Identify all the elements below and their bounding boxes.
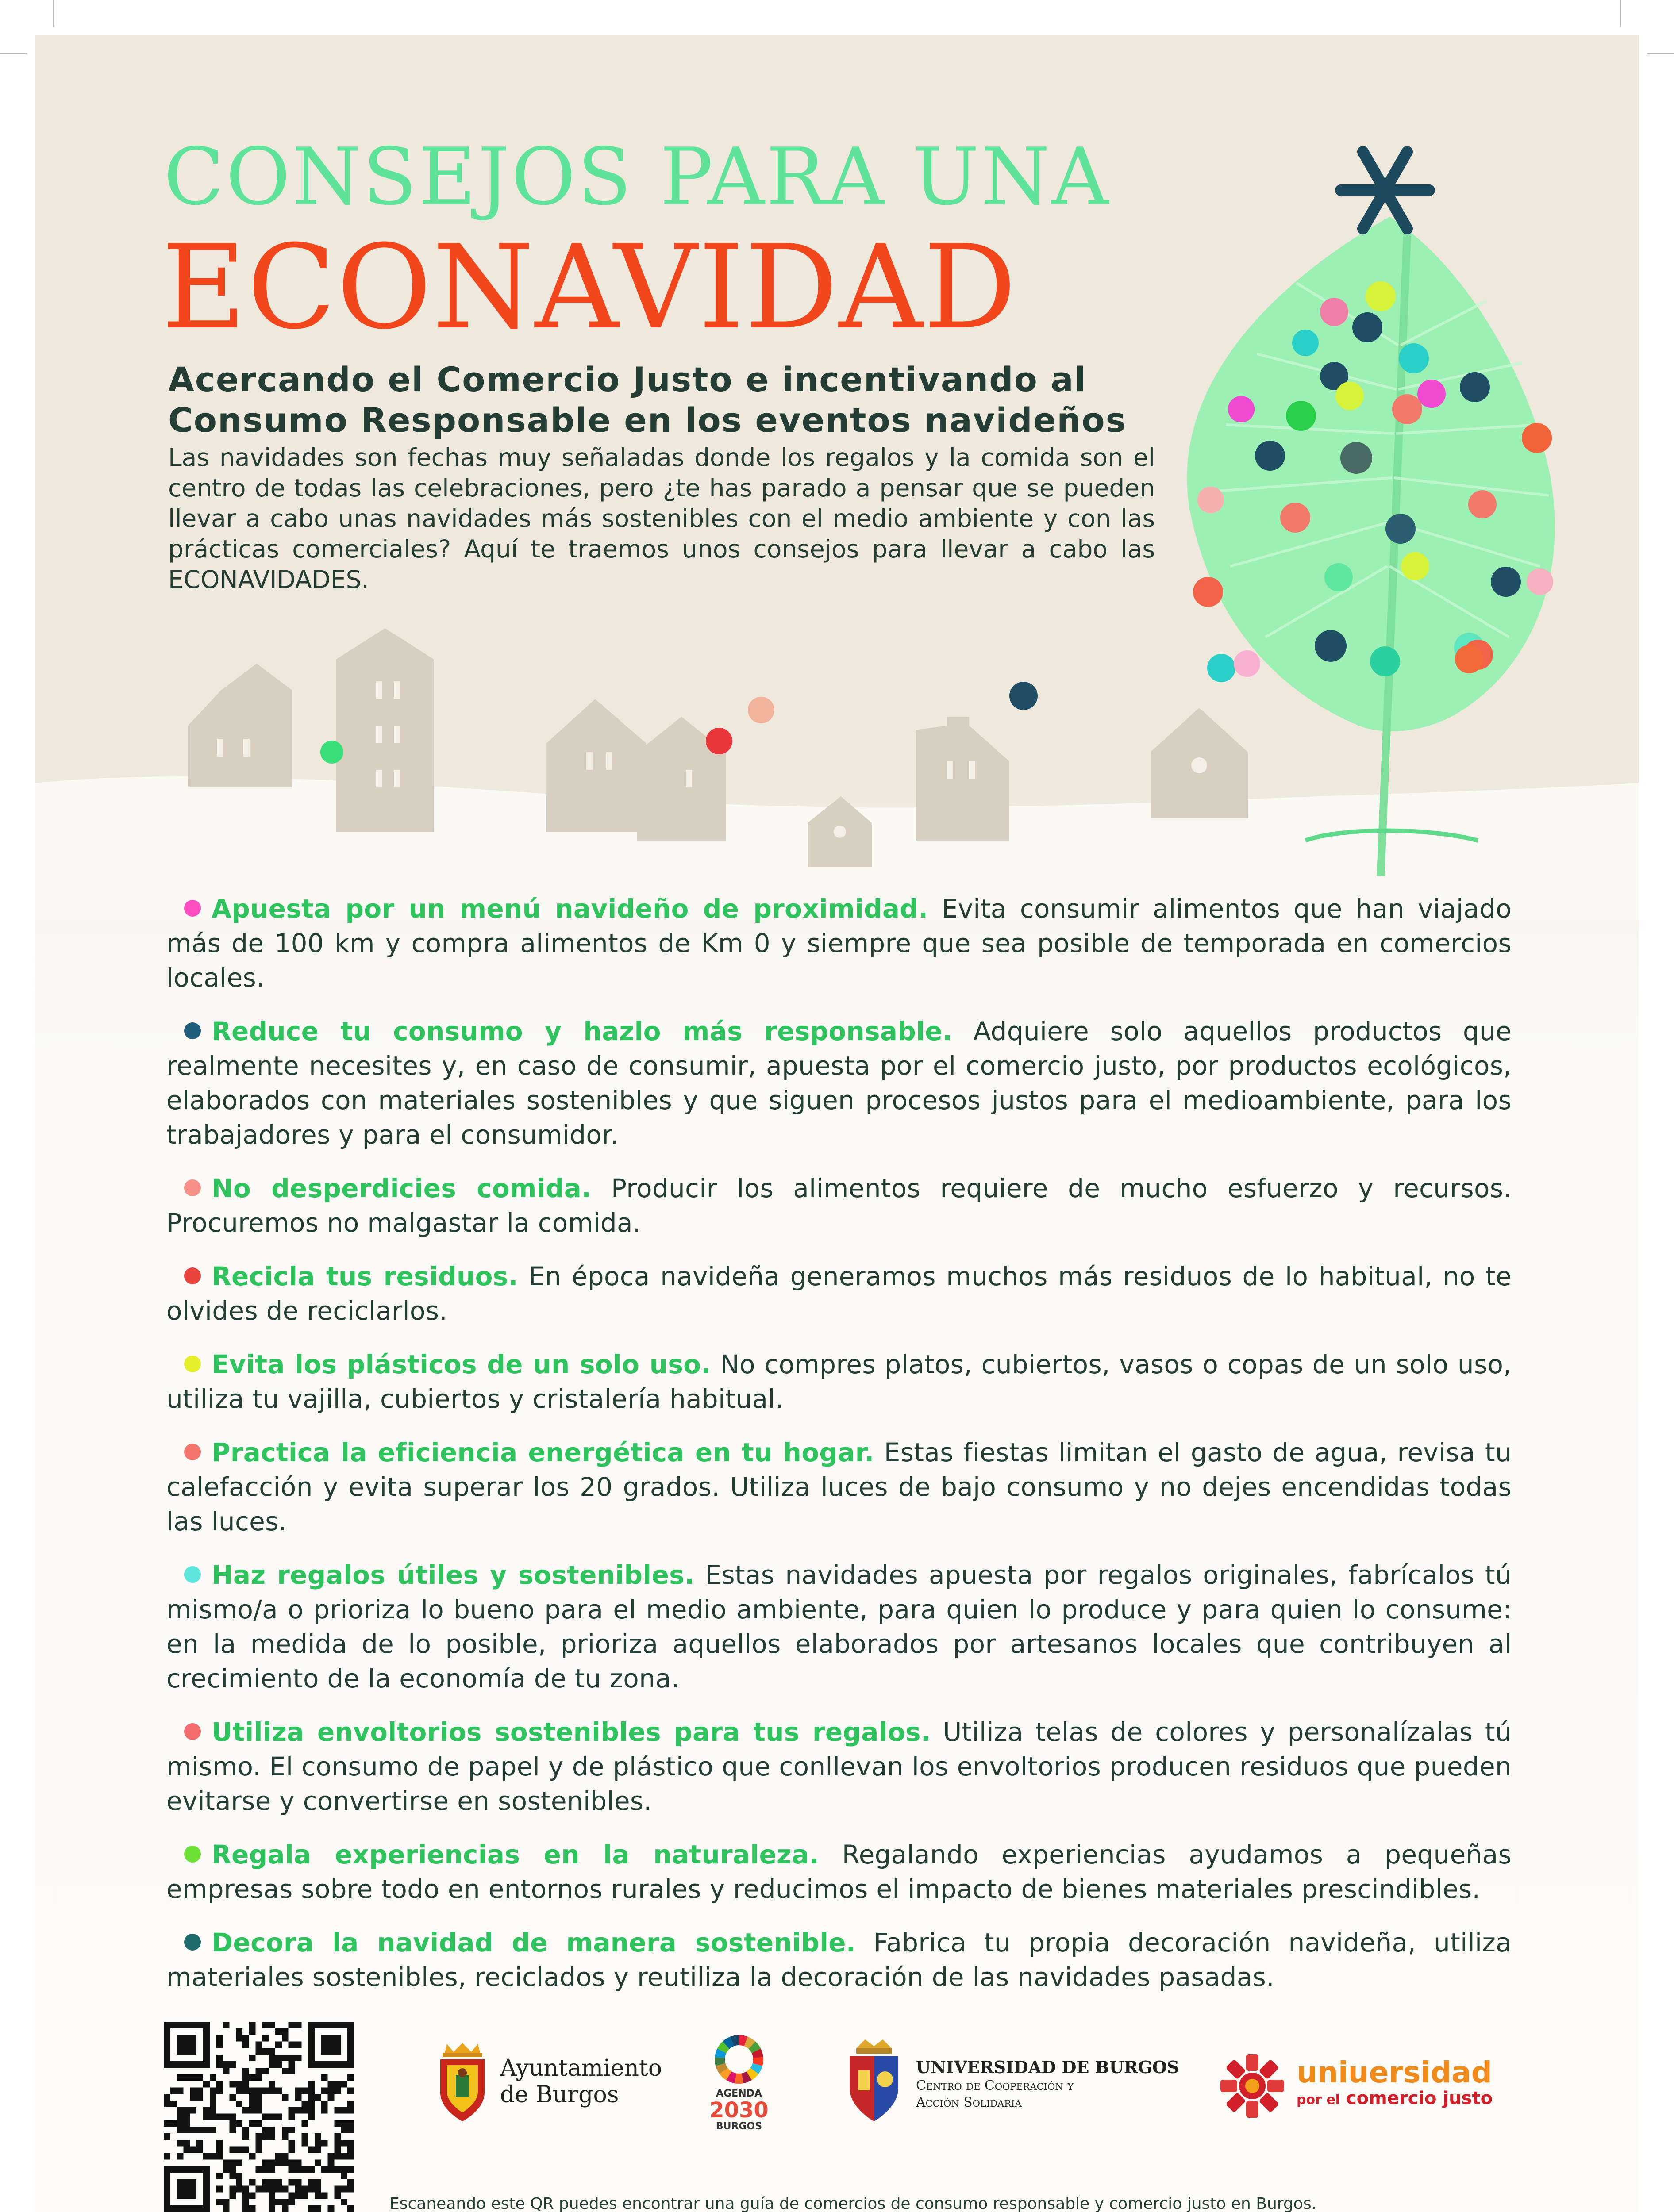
tip-text: Fabrica tu propia decoración navideña, utiliza materiales sostenibles, reciclados y reutiliza la decoración de las navidades pasadas. bbox=[166, 1928, 1512, 1992]
intro-paragraph: Las navidades son fechas muy señaladas donde los regalos y la comida son el centro de todas las celebraciones, pero ¿te has parado a pensar que se pueden llevar a cabo unas navidades más sostenibles con el medio ambiente y con las prácticas comerciales? Aquí te traemos unos consejos para llevar a cabo las ECONAVIDADES. bbox=[168, 443, 1155, 594]
tip-item bbox=[166, 1435, 1512, 1539]
ayuntamiento-logo-text bbox=[500, 2055, 662, 2108]
agenda-line-3: BURGOS bbox=[716, 2121, 762, 2132]
ucj-line-1: uniuersidad bbox=[1297, 2055, 1492, 2089]
bullet-dot bbox=[184, 1444, 201, 1460]
house bbox=[916, 717, 1009, 841]
house bbox=[188, 664, 292, 787]
ubu-line-2: Centro de Cooperación y bbox=[916, 2078, 1074, 2093]
tip-title: Reduce tu consumo y hazlo más responsable. bbox=[212, 1016, 953, 1046]
bullet-dot bbox=[184, 1356, 201, 1372]
tip-item bbox=[166, 1014, 1512, 1152]
tower-house bbox=[336, 628, 434, 832]
star-icon bbox=[1341, 152, 1429, 229]
tip-item bbox=[166, 1558, 1512, 1696]
crop-mark bbox=[1647, 53, 1674, 54]
tip-item bbox=[166, 1171, 1512, 1240]
tip-text: Regalando experiencias ayudamos a pequeñas empresas sobre todo en entornos rurales y reducimos el impacto de bienes materiales prescindibles. bbox=[166, 1839, 1512, 1904]
tip-title: Apuesta por un menú navideño de proximidad. bbox=[212, 894, 928, 924]
tip-item bbox=[166, 1925, 1512, 1994]
tips-list bbox=[166, 891, 1512, 2013]
tip-item bbox=[166, 1715, 1512, 1818]
ubu-line-3: Acción Solidaria bbox=[916, 2095, 1022, 2110]
tip-text: Estas fiestas limitan el gasto de agua, revisa tu calefacción y evita superar los 20 grados. Utiliza luces de bajo consumo y no dejes encendidas todas las luces. bbox=[166, 1437, 1512, 1536]
tip-text: Evita consumir alimentos que han viajado más de 100 km y compra alimentos de Km 0 y siempre que sea posible de temporada en comercios locales. bbox=[166, 894, 1512, 993]
ucj-line-2b: comercio justo bbox=[1346, 2088, 1493, 2108]
bullet-dot bbox=[184, 1022, 201, 1039]
tip-item bbox=[166, 1347, 1512, 1416]
ornament bbox=[1009, 682, 1038, 710]
tip-title: Utiliza envoltorios sostenibles para tus regalos. bbox=[212, 1717, 931, 1747]
bullet-dot bbox=[184, 900, 201, 917]
subtitle-line-1: Acercando el Comercio Justo e incentivando al bbox=[168, 360, 1087, 399]
tip-title: Regala experiencias en la naturaleza. bbox=[212, 1839, 819, 1870]
tip-title: Recicla tus residuos. bbox=[212, 1261, 518, 1291]
subtitle-line-2: Consumo Responsable en los eventos navideños bbox=[168, 400, 1127, 440]
tip-text: Estas navidades apuesta por regalos originales, fabrícalos tú mismo/a o prioriza lo bueno para el medio ambiente, para quien lo produce y para quien lo consume: en la medida de lo posible, prioriza aquellos elaborados por artesanos locales que contribuyen al crecimiento de la economía de tu zona. bbox=[166, 1560, 1512, 1694]
ayuntamiento-line-1: Ayuntamiento bbox=[500, 2055, 662, 2081]
ayuntamiento-line-2: de Burgos bbox=[500, 2081, 619, 2108]
bullet-dot bbox=[184, 1846, 201, 1863]
title-line-1: CONSEJOS PARA UNA bbox=[164, 131, 1110, 223]
crop-mark bbox=[0, 53, 27, 54]
tip-item bbox=[166, 891, 1512, 995]
agenda-line-2: 2030 bbox=[709, 2098, 769, 2123]
crop-mark bbox=[1620, 0, 1621, 27]
ucj-line-2 bbox=[1297, 2088, 1493, 2110]
comercio-justo-sun-icon bbox=[1217, 2051, 1288, 2121]
subtitle bbox=[168, 359, 1168, 441]
ornament bbox=[320, 741, 343, 764]
tip-title: Haz regalos útiles y sostenibles. bbox=[212, 1560, 695, 1590]
comercio-justo-logo-text bbox=[1297, 2057, 1493, 2110]
bullet-dot bbox=[184, 1934, 201, 1951]
qr-code[interactable] bbox=[164, 2022, 354, 2212]
tip-title: Decora la navidad de manera sostenible. bbox=[212, 1928, 856, 1958]
tip-text: Utiliza telas de colores y personalízalas tú mismo. El consumo de papel y de plástico que conllevan los envoltorios producen residuos que pueden evitarse y convertirse en sostenibles. bbox=[166, 1717, 1512, 1816]
tip-text: En época navideña generamos muchos más residuos de lo habitual, no te olvides de reciclarlos. bbox=[166, 1261, 1512, 1326]
tip-text: Adquiere solo aquellos productos que realmente necesites y, en caso de consumir, apuesta por el comercio justo, por productos ecológicos, elaborados con materiales sostenibles y que siguen procesos justos para el medioambiente, para los trabajadores y para el consumidor. bbox=[166, 1016, 1512, 1150]
bullet-dot bbox=[184, 1723, 201, 1740]
agenda-line-1: AGENDA bbox=[716, 2088, 762, 2099]
ubu-line-1: UNIVERSIDAD DE BURGOS bbox=[916, 2057, 1179, 2077]
tip-title: No desperdicies comida. bbox=[212, 1173, 592, 1203]
tip-title: Practica la eficiencia energética en tu hogar. bbox=[212, 1437, 874, 1467]
ubu-logo-text bbox=[916, 2057, 1179, 2111]
title-line-2: ECONAVIDAD bbox=[162, 220, 1017, 355]
bullet-dot bbox=[184, 1267, 201, 1284]
ubu-coat-of-arms-icon bbox=[841, 2035, 907, 2124]
poster bbox=[35, 35, 1639, 2212]
bullet-dot bbox=[184, 1179, 201, 1196]
crop-mark bbox=[53, 0, 54, 27]
burgos-coat-of-arms-icon bbox=[434, 2039, 491, 2124]
tip-title: Evita los plásticos de un solo uso. bbox=[212, 1349, 711, 1379]
agenda-2030-wheel-icon bbox=[712, 2033, 766, 2086]
ucj-line-2a: por el bbox=[1297, 2092, 1340, 2108]
ornament bbox=[748, 697, 774, 723]
ornament bbox=[706, 728, 732, 754]
tip-item bbox=[166, 1259, 1512, 1328]
bullet-dot bbox=[184, 1566, 201, 1583]
tip-item bbox=[166, 1837, 1512, 1906]
tip-text: No compres platos, cubiertos, vasos o copas de un solo uso, utiliza tu vajilla, cubiertos y cristalería habitual. bbox=[166, 1349, 1512, 1414]
house bbox=[546, 699, 646, 832]
qr-footnote: Escaneando este QR puedes encontrar una guía de comercios de consumo responsable y comercio justo en Burgos. bbox=[389, 2195, 1317, 2212]
agenda-2030-logo-text bbox=[695, 2088, 783, 2132]
tip-text: Producir los alimentos requiere de mucho esfuerzo y recursos. Procuremos no malgastar la comida. bbox=[166, 1173, 1512, 1238]
